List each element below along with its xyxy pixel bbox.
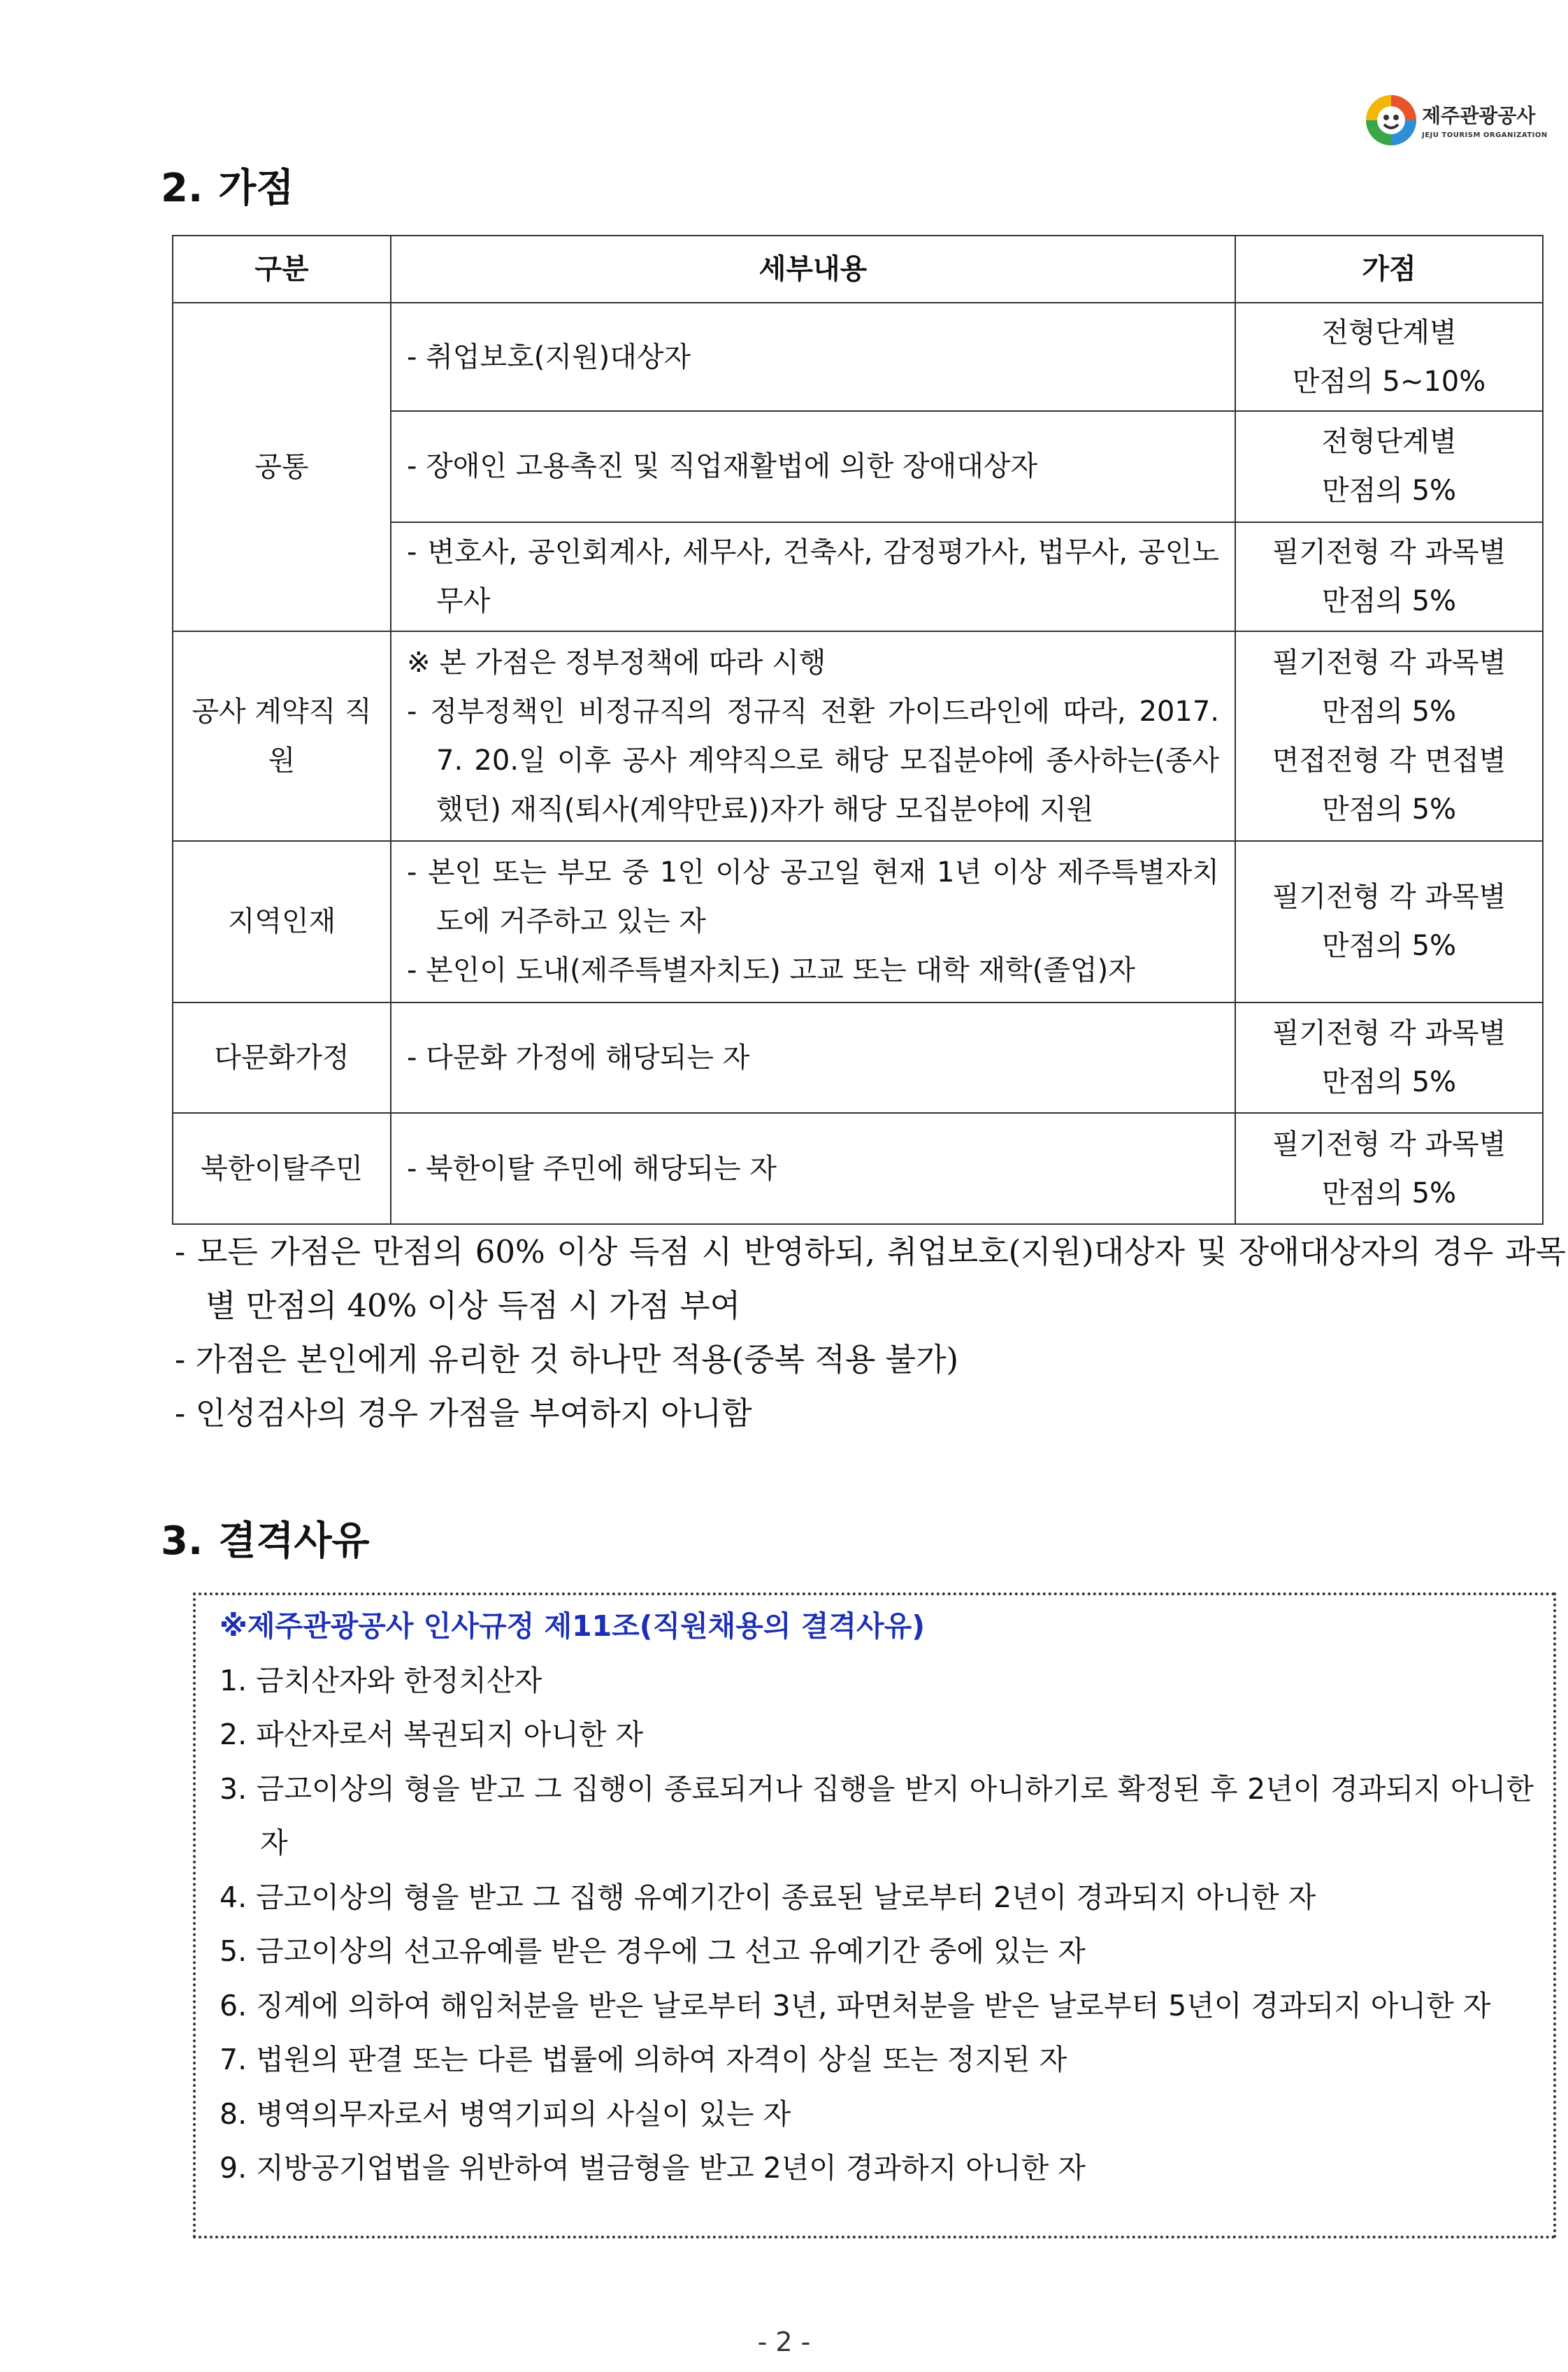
logo-name: 제주관광공사: [1422, 104, 1536, 127]
points-line: 만점의 5%: [1321, 585, 1457, 618]
section-2-number: 2.: [161, 166, 203, 211]
table-row: [173, 841, 1543, 1002]
points-line: 만점의 5%: [1321, 696, 1457, 728]
table-row: [173, 1002, 1543, 1114]
points-cell: [1235, 411, 1543, 522]
points-line: 만점의 5%: [1321, 1177, 1457, 1209]
category-cell: 다문화가정: [173, 1002, 391, 1114]
section-2-heading: [161, 157, 309, 213]
detail-line: - 다문화 가정에 해당되는 자: [407, 1041, 750, 1074]
logo-emblem-icon: [1363, 92, 1419, 148]
points-cell: [1235, 522, 1543, 632]
section-2-title: 가점: [218, 166, 294, 211]
detail-cell: [391, 303, 1235, 411]
points-line: 만점의 5%: [1321, 1065, 1457, 1098]
disqualification-box: [193, 1593, 1556, 2238]
detail-cell: [391, 1113, 1235, 1224]
detail-line: - 장애인 고용촉진 및 직업재활법에 의한 장애대상자: [407, 450, 1038, 483]
disqualification-item: 3. 금고이상의 형을 받고 그 집행이 종료되거나 집행을 받지 아니하기로 확정된 후 2년이 경과되지 아니한 자: [220, 1771, 1534, 1860]
disqualification-title: ※제주관광공사 인사규정 제11조(직원채용의 결격사유): [220, 1609, 925, 1643]
bonus-notes: [175, 1225, 1566, 1440]
detail-cell: [391, 631, 1235, 840]
points-line: 필기전형 각 과목별: [1272, 1128, 1506, 1160]
category-cell: 지역인재: [173, 841, 391, 1002]
points-cell: [1235, 1002, 1543, 1114]
points-cell: [1235, 303, 1543, 411]
jeju-tourism-logo: [1363, 92, 1548, 155]
points-line: 전형단계별: [1321, 426, 1457, 459]
points-cell: [1235, 1113, 1543, 1224]
category-cell: 공통: [173, 303, 391, 631]
note-line: - 가점은 본인에게 유리한 것 하나만 적용(중복 적용 불가): [175, 1341, 959, 1378]
points-cell: [1235, 841, 1543, 1002]
points-line: 만점의 5%: [1321, 793, 1457, 826]
points-line: 필기전형 각 과목별: [1272, 1016, 1506, 1049]
note-line: - 인성검사의 경우 가점을 부여하지 아니함: [175, 1395, 752, 1432]
table-row: [173, 303, 1543, 411]
detail-line: - 본인 또는 부모 중 1인 이상 공고일 현재 1년 이상 제주특별자치도에 거주하고 있는 자: [407, 856, 1219, 938]
detail-line: - 취업보호(지원)대상자: [407, 340, 691, 373]
points-line: 필기전형 각 과목별: [1272, 536, 1506, 569]
disqualification-item: 4. 금고이상의 형을 받고 그 집행 유예기간이 종료된 날로부터 2년이 경과되지 아니한 자: [220, 1880, 1316, 1914]
category-cell: 공사 계약직 직원: [173, 631, 391, 840]
bonus-points-table: [172, 235, 1544, 1225]
points-line: 면접전형 각 면접별: [1272, 745, 1506, 777]
detail-cell: [391, 1002, 1235, 1114]
table-row: [173, 631, 1543, 840]
points-line: 전형단계별: [1321, 316, 1457, 349]
points-line: 만점의 5%: [1321, 475, 1457, 508]
points-line: 필기전형 각 과목별: [1272, 881, 1506, 914]
points-line: 만점의 5~10%: [1292, 365, 1486, 398]
points-line: 필기전형 각 과목별: [1272, 647, 1506, 680]
detail-cell: [391, 841, 1235, 1002]
disqualification-item: 9. 지방공기업법을 위반하여 벌금형을 받고 2년이 경과하지 아니한 자: [220, 2151, 1086, 2185]
table-row: [173, 1113, 1543, 1224]
table-header-row: [173, 236, 1543, 303]
detail-line: ※ 본 가점은 정부정책에 따라 시행: [407, 647, 826, 680]
points-cell: [1235, 631, 1543, 840]
disqualification-item: 7. 법원의 판결 또는 다른 법률에 의하여 자격이 상실 또는 정지된 자: [220, 2043, 1067, 2076]
disqualification-item: 2. 파산자로서 복권되지 아니한 자: [220, 1718, 644, 1751]
disqualification-item: 6. 징계에 의하여 해임처분을 받은 날로부터 3년, 파면처분을 받은 날로부터 5년이 경과되지 아니한 자: [220, 1988, 1491, 2022]
disqualification-item: 5. 금고이상의 선고유예를 받은 경우에 그 선고 유예기간 중에 있는 자: [220, 1934, 1086, 1968]
header-points: 가점: [1235, 236, 1543, 303]
detail-cell: [391, 522, 1235, 632]
disqualification-item: 8. 병역의무자로서 병역기피의 사실이 있는 자: [220, 2097, 791, 2131]
page-number: - 2 -: [757, 2327, 811, 2357]
section-3-title: 결격사유: [218, 1518, 370, 1564]
detail-line: - 본인이 도내(제주특별자치도) 고교 또는 대학 재학(졸업)자: [407, 954, 1135, 987]
section-3-number: 3.: [161, 1518, 203, 1564]
detail-cell: [391, 411, 1235, 522]
category-cell: 북한이탈주민: [173, 1113, 391, 1224]
header-detail: 세부내용: [391, 236, 1235, 303]
header-category: 구분: [173, 236, 391, 303]
logo-subtitle: JEJU TOURISM ORGANIZATION: [1422, 131, 1548, 139]
detail-line: - 변호사, 공인회계사, 세무사, 건축사, 감정평가사, 법무사, 공인노무사: [407, 536, 1219, 618]
section-3-heading: [161, 1510, 385, 1566]
points-line: 만점의 5%: [1321, 930, 1457, 963]
detail-line: - 정부정책인 비정규직의 정규직 전환 가이드라인에 따라, 2017. 7. 20.일 이후 공사 계약직으로 해당 모집분야에 종사하는(종사했던) 재직(퇴사(계약만료))자가 해당 모집분야에 지원: [407, 696, 1219, 826]
detail-line: - 북한이탈 주민에 해당되는 자: [407, 1152, 777, 1185]
note-line: - 모든 가점은 만점의 60% 이상 득점 시 반영하되, 취업보호(지원)대상자 및 장애대상자의 경우 과목별 만점의 40% 이상 득점 시 가점 부여: [175, 1233, 1566, 1324]
disqualification-item: 1. 금치산자와 한정치산자: [220, 1663, 542, 1697]
